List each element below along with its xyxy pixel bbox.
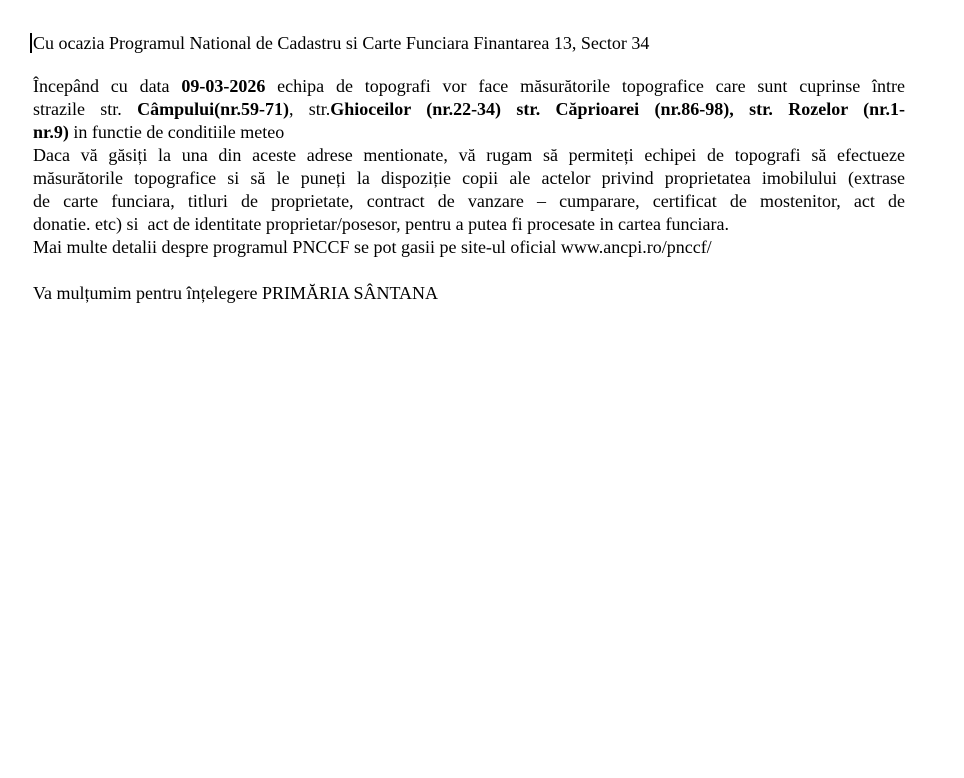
blank-line (33, 259, 905, 282)
text-run: Cu ocazia Programul National de Cadastru si Carte Funciara Finantarea 13, Sector 34 (33, 33, 650, 53)
text-cursor (30, 33, 32, 53)
text-line (33, 75, 905, 98)
bold-text-run: nr.9) (33, 122, 69, 142)
bold-text-run: Ghioceilor (nr.22-34) str. Căprioarei (nr.86-98), str. Rozelor (nr.1- (330, 99, 905, 119)
text-run: , str. (288, 99, 331, 119)
text-run: măsurătorile topografice si să le puneți la dispoziție copii ale actelor privind proprietatea imobilului (extrase (33, 168, 905, 188)
bold-text-run: 09-03-2026 (181, 76, 266, 96)
text-run: Daca vă găsiți la una din aceste adrese mentionate, vă rugam să permiteți echipei de topografi să efectueze (33, 145, 905, 165)
text-line (33, 32, 905, 55)
text-run: Mai multe detalii despre programul PNCCF se pot gasii pe site-ul oficial www.ancpi.ro/pnccf/ (33, 237, 712, 257)
text-line (33, 190, 905, 213)
text-line (33, 121, 905, 144)
text-run: Va mulțumim pentru înțelegere PRIMĂRIA SÂNTANA (33, 283, 439, 303)
blank-line (33, 55, 905, 75)
bold-text-run: Câmpului(nr.59-71) (137, 99, 289, 119)
text-line (33, 213, 905, 236)
paragraph (33, 282, 905, 305)
paragraph (33, 75, 905, 144)
text-run: echipa de topografi vor face măsurătorile topografice care sunt cuprinse între (265, 76, 905, 96)
paragraph (33, 236, 905, 259)
text-line (33, 144, 905, 167)
text-run: donatie. etc) si act de identitate proprietar/posesor, pentru a putea fi procesate in cartea funciara. (33, 214, 729, 234)
paragraph (33, 32, 905, 55)
text-line (33, 98, 905, 121)
text-run: strazile str. (33, 99, 138, 119)
paragraph (33, 144, 905, 236)
text-run: de carte funciara, titluri de proprietate, contract de vanzare – cumparare, certificat de mostenitor, act de (33, 191, 905, 211)
text-run: Începând cu data (33, 76, 182, 96)
text-run: in functie de conditiile meteo (68, 122, 285, 142)
text-line (33, 167, 905, 190)
text-line (33, 236, 905, 259)
text-line (33, 282, 905, 305)
